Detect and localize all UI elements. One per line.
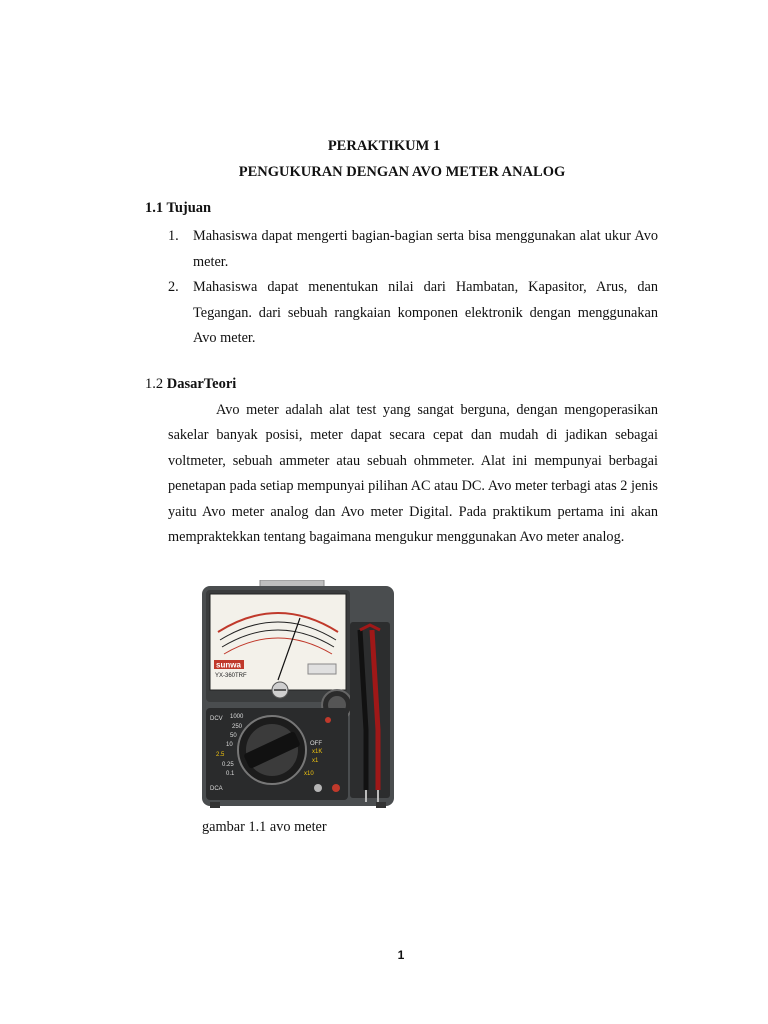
avo-meter-figure bbox=[200, 580, 396, 810]
document-subtitle: PENGUKURAN DENGAN AVO METER ANALOG bbox=[238, 164, 566, 180]
dial-label: x10 bbox=[304, 771, 314, 777]
theory-paragraph-text: Avo meter adalah alat test yang sangat berguna, dengan mengoperasikan sakelar banyak posisi, meter dapat secara cepat dan mudah di jadikan sebagai voltmeter, sebuah ammeter atau sebuah ohmmeter. Alat ini mempunyai berbagai penetapan pada setiap mempunyai pilihan AC atau DC. Avo meter terbagi atas 2 jenis yaitu Avo meter analog dan Avo meter Digital. Pada praktikum pertama ini akan mempraktekkan tentang bagaimana mengukur menggunakan Avo meter analog. bbox=[168, 402, 658, 546]
list-item-text: Mahasiswa dapat mengerti bagian-bagian serta bisa menggunakan alat ukur Avo meter. bbox=[193, 228, 658, 270]
avo-meter-illustration bbox=[200, 580, 396, 810]
list-item-text: Mahasiswa dapat menentukan nilai dari Hambatan, Kapasitor, Arus, dan Tegangan. dari sebuah rangkaian komponen elektronik dengan menggunakan Avo meter. bbox=[193, 279, 658, 347]
dial-label: 2.5 bbox=[216, 752, 225, 758]
dial-label: 250 bbox=[232, 724, 243, 730]
section-heading-number: 1.2 bbox=[145, 376, 167, 392]
dial-label: 0.25 bbox=[222, 762, 234, 768]
dial-label: 0.1 bbox=[226, 771, 235, 777]
dial-label: 50 bbox=[230, 733, 237, 739]
dial-label: DCA bbox=[210, 786, 223, 792]
dial-label: 1000 bbox=[230, 714, 244, 720]
model-label: YX-360TRF bbox=[215, 673, 247, 679]
dial-label: x1 bbox=[312, 758, 319, 764]
section-heading-tujuan: 1.1 Tujuan bbox=[145, 200, 212, 216]
document-title: PERAKTIKUM 1 bbox=[327, 138, 441, 154]
brand-label: sunwa bbox=[216, 660, 241, 670]
figure-caption: gambar 1.1 avo meter bbox=[202, 819, 327, 835]
list-item-number: 1. bbox=[168, 228, 179, 244]
dial-label: DCV bbox=[210, 716, 223, 722]
objectives-list bbox=[168, 224, 658, 352]
list-item-number: 2. bbox=[168, 279, 179, 296]
dial-label: OFF bbox=[310, 741, 322, 747]
list-item bbox=[168, 224, 658, 275]
theory-paragraph bbox=[168, 398, 658, 550]
section-heading-dasar-teori bbox=[145, 376, 236, 393]
section-heading-text: DasarTeori bbox=[166, 376, 237, 392]
list-item bbox=[168, 275, 658, 352]
dial-label: 10 bbox=[226, 742, 233, 748]
page-number: 1 bbox=[397, 948, 405, 962]
dial-label: x1K bbox=[312, 749, 323, 755]
